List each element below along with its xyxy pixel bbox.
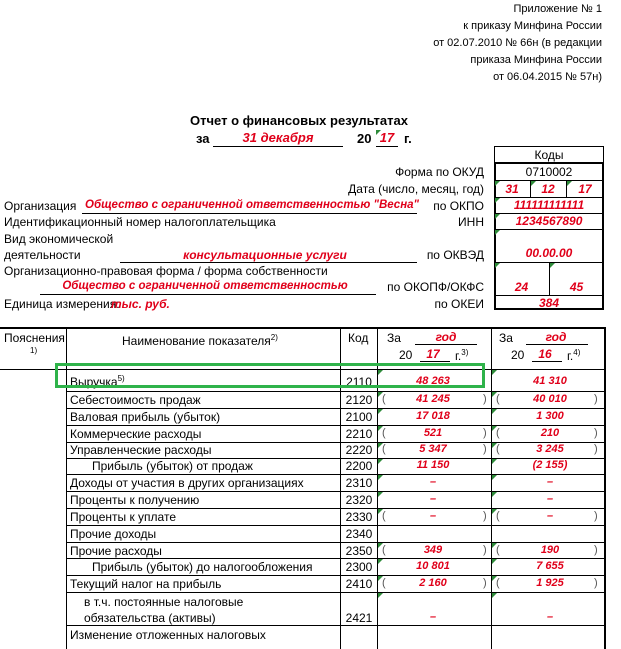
row-admin-name: Управленческие расходы [70, 443, 212, 457]
row-income-tax-name: Текущий налог на прибыль [70, 577, 222, 591]
row-interest-income-name: Проценты к получению [70, 493, 200, 507]
okud-label: Форма по ОКУД [395, 165, 484, 179]
row-sales-profit-v2[interactable]: (2 155) [532, 459, 568, 471]
row-permanent-tax-code: 2421 [345, 611, 373, 625]
row-interest-expense-name: Проценты к уплате [70, 510, 176, 524]
col-period2-period[interactable]: год [545, 330, 567, 344]
row-participation-v1[interactable]: – [429, 476, 437, 488]
row-interest-expense-v2[interactable]: – [546, 510, 554, 522]
period-year[interactable]: 17 [379, 130, 395, 145]
row-income-tax-v2[interactable]: 1 925 [536, 577, 564, 589]
col-period1-year-prefix: 20 [399, 348, 413, 362]
row-admin-v2[interactable]: 3 245 [536, 443, 564, 455]
org-name[interactable]: Общество с ограниченной ответственностью "Весна" [85, 199, 419, 211]
row-interest-income-v1[interactable]: – [429, 493, 437, 505]
appendix-line-3: от 02.07.2010 № 66н (в редакции [433, 37, 602, 49]
row-other-expense-v2[interactable]: 190 [540, 544, 560, 556]
legal-form-label: Организационно-правовая форма / форма собственности [4, 264, 328, 278]
row-gross-profit-name: Валовая прибыль (убыток) [70, 410, 221, 424]
col-period1-suffix: г.$^{3)}$ [455, 348, 469, 363]
date-month[interactable]: 12 [541, 182, 555, 196]
col-period1-year[interactable]: 17 [426, 347, 440, 361]
col-period2-suffix: г.$^{4)}$ [567, 348, 581, 363]
okpo-code[interactable]: 111111111111 [513, 198, 585, 212]
row-pretax-profit-v1[interactable]: 10 801 [416, 560, 450, 572]
period-year-prefix: 20 [357, 131, 372, 146]
appendix-line-1: Приложение № 1 [513, 3, 602, 15]
col-notes-sup: 1) [30, 346, 38, 355]
okopf-label: по ОКОПФ/ОКФС [387, 280, 484, 294]
row-deferred-tax-name: Изменение отложенных налоговых [70, 628, 266, 642]
okfs-code[interactable]: 45 [569, 280, 584, 294]
row-gross-profit-v1[interactable]: 17 018 [416, 410, 450, 422]
okved-label: по ОКВЭД [426, 248, 484, 262]
row-participation-name: Доходы от участия в других организациях [70, 476, 304, 490]
row-selling-v2[interactable]: 210 [540, 427, 560, 439]
row-participation-v2[interactable]: – [546, 476, 554, 488]
okud-code: 0710002 [525, 165, 573, 179]
period-prefix: за [196, 131, 210, 146]
row-permanent-tax-v1[interactable]: – [429, 611, 437, 623]
row-revenue-code: 2110 [346, 375, 372, 389]
activity-label-1: Вид экономической [4, 232, 114, 246]
row-pretax-profit-name: Прибыль (убыток) до налогообложения [92, 560, 313, 574]
inn-code-label: ИНН [458, 215, 484, 229]
unit-value[interactable]: тыс. руб. [111, 297, 170, 311]
okei-label: по ОКЕИ [434, 297, 484, 311]
row-other-income-code: 2340 [345, 527, 373, 541]
row-revenue-v1[interactable]: 48 263 [416, 375, 450, 387]
row-selling-v1[interactable]: 521 [423, 427, 443, 439]
col-name: Наименование показателя$^{2)}$ [122, 333, 278, 348]
row-revenue-v2[interactable]: 41 310 [533, 375, 567, 387]
org-label: Организация [4, 199, 77, 213]
period-suffix: г. [404, 131, 412, 146]
appendix-line-2: к приказу Минфина России [463, 20, 602, 32]
row-gross-profit-v2[interactable]: 1 300 [536, 410, 564, 422]
col-period2-year-prefix: 20 [511, 348, 525, 362]
row-selling-code: 2210 [345, 427, 373, 441]
codes-header: Коды [534, 148, 564, 162]
row-admin-code: 2220 [345, 443, 373, 457]
row-revenue-name: Выручка$^{5)}$ [70, 374, 125, 389]
page-title: Отчет о финансовых результатах [190, 113, 408, 128]
col-period2-year[interactable]: 16 [538, 347, 552, 361]
appendix-line-5: от 06.04.2015 № 57н) [493, 71, 602, 83]
highlight-revenue-row [55, 363, 485, 388]
row-gross-profit-code: 2100 [345, 410, 373, 424]
legal-form-value[interactable]: Общество с ограниченной ответственностью [62, 280, 348, 292]
okopf-code[interactable]: 24 [514, 280, 529, 294]
row-admin-v1[interactable]: 5 347 [419, 443, 447, 455]
row-cogs-v1[interactable]: 41 245 [416, 393, 450, 405]
inn-label: Идентификационный номер налогоплательщика [4, 215, 276, 229]
row-other-expense-v1[interactable]: 349 [423, 544, 443, 556]
row-income-tax-v1[interactable]: 2 160 [419, 577, 447, 589]
row-pretax-profit-v2[interactable]: 7 655 [536, 560, 564, 572]
activity-label-2: деятельности [4, 248, 81, 262]
col-period2-prefix: За [499, 331, 513, 345]
row-other-expense-name: Прочие расходы [70, 544, 162, 558]
row-cogs-name: Себестоимость продаж [70, 393, 201, 407]
inn-code[interactable]: 1234567890 [515, 214, 583, 228]
col-notes: Пояснения [4, 331, 65, 345]
row-interest-expense-code: 2330 [345, 510, 373, 524]
row-permanent-tax-name-2: обязательства (активы) [84, 611, 216, 625]
date-label: Дата (число, месяц, год) [348, 182, 484, 196]
row-permanent-tax-name-1: в т.ч. постоянные налоговые [84, 595, 244, 609]
row-interest-expense-v1[interactable]: – [429, 510, 437, 522]
row-permanent-tax-v2[interactable]: – [546, 611, 554, 623]
row-sales-profit-name: Прибыль (убыток) от продаж [92, 459, 253, 473]
row-selling-name: Коммерческие расходы [70, 427, 202, 441]
row-other-income-name: Прочие доходы [70, 527, 157, 541]
row-participation-code: 2310 [345, 476, 373, 490]
row-other-expense-code: 2350 [345, 544, 373, 558]
row-income-tax-code: 2410 [345, 577, 373, 591]
row-cogs-code: 2120 [345, 393, 373, 407]
okpo-label: по ОКПО [433, 199, 484, 213]
row-pretax-profit-code: 2300 [345, 560, 373, 574]
row-sales-profit-v1[interactable]: 11 150 [416, 459, 450, 471]
col-code: Код [348, 331, 369, 345]
row-interest-income-code: 2320 [345, 493, 373, 507]
period-date[interactable]: 31 декабря [242, 130, 314, 145]
okei-code[interactable]: 384 [538, 296, 560, 310]
unit-label: Единица измерения: [4, 297, 120, 311]
date-day[interactable]: 31 [505, 182, 519, 196]
col-period1-prefix: За [387, 331, 401, 345]
activity-value[interactable]: консультационные услуги [183, 248, 347, 262]
row-interest-income-v2[interactable]: – [546, 493, 554, 505]
row-sales-profit-code: 2200 [345, 459, 373, 473]
col-period1-period[interactable]: год [435, 330, 457, 344]
date-year[interactable]: 17 [578, 182, 592, 196]
row-cogs-v2[interactable]: 40 010 [533, 393, 567, 405]
okved-code[interactable]: 00.00.00 [525, 246, 573, 260]
appendix-line-4: приказа Минфина России [470, 54, 602, 66]
